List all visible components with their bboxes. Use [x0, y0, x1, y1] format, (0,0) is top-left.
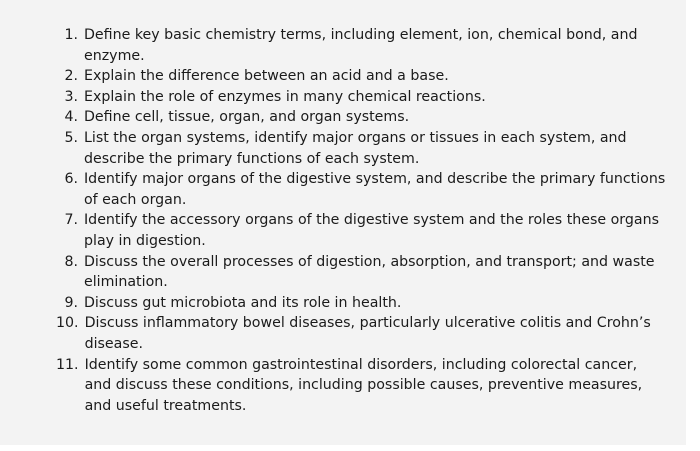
- item-number: 4.: [64, 109, 78, 126]
- item-number: 5.: [64, 129, 78, 146]
- list-item: [56, 355, 668, 417]
- list-item: [56, 66, 668, 87]
- item-text: Discuss the overall processes of digestion, absorption, and transport; and waste elimination.: [84, 253, 655, 291]
- list-item: [56, 128, 668, 169]
- item-number: 10.: [56, 315, 79, 332]
- list-item: [56, 293, 668, 314]
- item-text: Identify the accessory organs of the digestive system and the roles these organs play in digestion.: [84, 212, 659, 249]
- item-text: Explain the difference between an acid and a base.: [84, 68, 449, 85]
- item-text: Explain the role of enzymes in many chemical reactions.: [84, 88, 486, 105]
- item-number: 2.: [64, 68, 78, 85]
- item-text: List the organ systems, identify major organs or tissues in each system, and describe the primary functions of each system.: [84, 129, 627, 167]
- list-item: [56, 313, 668, 354]
- item-number: 3.: [64, 88, 78, 105]
- item-number: 8.: [64, 253, 78, 270]
- list-item: [56, 87, 668, 108]
- item-number: 9.: [64, 294, 78, 311]
- item-text: Define key basic chemistry terms, including element, ion, chemical bond, and enzyme.: [84, 27, 638, 64]
- item-text: Identify some common gastrointestinal disorders, including colorectal cancer, and discuss these conditions, including possible causes, preventive measures, and useful treatments.: [84, 356, 643, 414]
- item-number: 11.: [56, 356, 79, 373]
- item-text: Define cell, tissue, organ, and organ systems.: [84, 109, 410, 126]
- list-item: [56, 252, 668, 293]
- item-text: Discuss gut microbiota and its role in health.: [84, 294, 402, 311]
- learning-objectives-list: [56, 25, 668, 416]
- list-item: [56, 25, 668, 66]
- item-number: 6.: [64, 171, 78, 188]
- item-text: Discuss inflammatory bowel diseases, particularly ulcerative colitis and Crohn’s disease.: [84, 315, 651, 352]
- list-item: [56, 169, 668, 210]
- list-item: [56, 107, 668, 128]
- item-text: Identify major organs of the digestive system, and describe the primary functions of each organ.: [84, 171, 666, 208]
- list-item: [56, 210, 668, 251]
- item-number: 1.: [64, 27, 78, 43]
- item-number: 7.: [64, 212, 78, 229]
